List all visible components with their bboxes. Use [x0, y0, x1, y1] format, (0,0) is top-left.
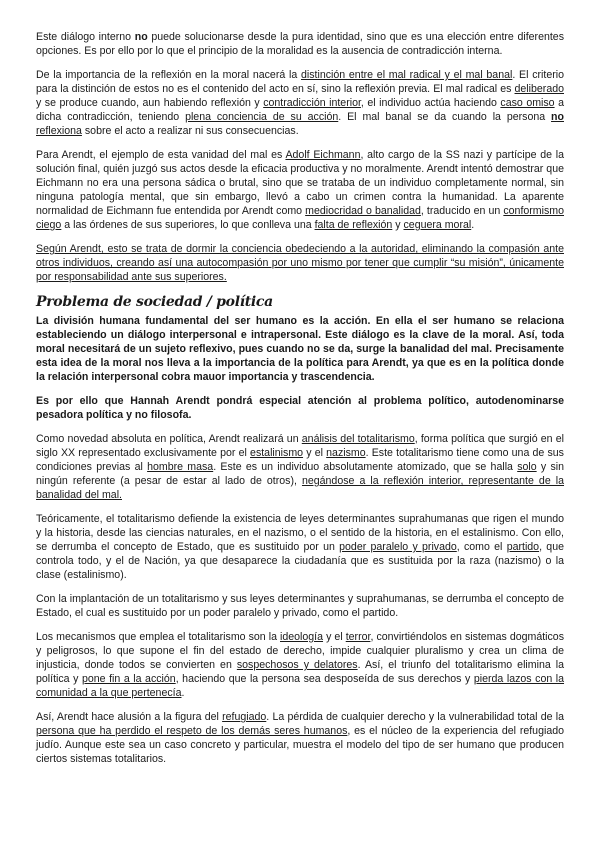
paragraph — [36, 68, 564, 138]
paragraph — [36, 314, 564, 384]
text-run: , como el — [456, 541, 507, 553]
text-run: y el — [323, 631, 346, 643]
paragraph — [36, 592, 564, 620]
text-run: , alto cargo de la SS nazi y partícipe de la solución final, quién juzgó sus actos desde la eficacia productiva y no moralmente. Arendt intentó demostrar que Eichmann no era una persona sádica o brutal, sino que se trataba de un individuo completamente normal, sin ninguna patología mental, que sin embargo, llevó a cabo un crimen contra la humanidad. La aparente normalidad de Eichmann fue entendida por Arendt como — [36, 149, 564, 217]
underlined-text: persona que ha perdido el respeto de los demás seres humanos — [36, 725, 348, 737]
text-run: Con la implantación de un totalitarismo y sus leyes determinantes y suprahumanas, se derrumba el concepto de Estado, el cual es sustituido por un poder paralelo y privado, como el partido. — [36, 593, 564, 619]
underlined-text: contradicción interior — [263, 97, 361, 109]
text-run: y sin ningún referente (a pesar de estar al lado de otros), — [36, 461, 564, 487]
text-run: Teóricamente, el totalitarismo defiende la existencia de leyes determinantes suprahumanas que rigen el mundo y la historia, desde las ciencias naturales, en el nazismo, o el sentido de la historia, en el estalinismo. Con ello, se derrumba el concepto de Estado, que es sustituido por un — [36, 513, 564, 553]
text-run: a dicha contradicción, teniendo — [36, 97, 564, 123]
text-run: De la importancia de la reflexión en la moral nacerá la — [36, 69, 301, 81]
text-run: Es por ello que Hannah Arendt pondrá especial atención al problema político, autodenominarse pesadora política y no filosofa. — [36, 395, 564, 421]
text-run: Para Arendt, el ejemplo de esta vanidad del mal es — [36, 149, 286, 161]
text-run: La división humana fundamental del ser humano es la acción. En ella el ser humano se relaciona estableciendo un diálogo interpersonal e intrapersonal. Este diálogo es la clave de la moral. Así, toda moral necesitará de un sujeto reflexivo, pues cuando no se da, surge la banalidad del mal. Precisamente esta idea de la moral nos lleva a la importancia de la política para Arendt, ya que es en la política donde la relación interpersonal cobra mauor importancia y trascendencia. — [36, 315, 564, 383]
underlined-text: refugiado — [222, 711, 267, 723]
text-run: , el individuo actúa haciendo — [360, 97, 501, 109]
text-run: y — [392, 219, 404, 231]
underlined-text: mediocridad o banalidad — [305, 205, 421, 217]
paragraph — [36, 710, 564, 766]
text-run: . La pérdida de cualquier derecho y la vulnerabilidad total de la — [266, 711, 565, 723]
underlined-text: negándose a la reflexión interior, representante de la banalidad del mal. — [36, 475, 565, 501]
text-run: . — [181, 687, 185, 699]
text-run: a las órdenes de sus superiores, lo que conlleva una — [61, 219, 315, 231]
text-run: , convirtiéndolos en sistemas dogmáticos y peligrosos, lo que supone el fin del estado de derecho, impide cualquier pluralismo y crea un clima de injusticia, donde todos se convierten en — [36, 631, 564, 671]
section-politica — [36, 314, 564, 766]
underlined-text: pone fin a la acción — [81, 673, 176, 685]
underlined-text: ceguera moral — [403, 219, 472, 231]
underlined-text: caso omiso — [500, 97, 555, 109]
text-run: . El mal banal se da cuando la persona — [338, 111, 552, 123]
text-run: , forma política que surgió en el siglo XX representado exclusivamente por el — [36, 433, 564, 459]
text-run: y el — [303, 447, 327, 459]
underlined-text: Según Arendt, esto se trata de dormir la conciencia obedeciendo a la autoridad, eliminando la compasión ante otros individuos, creando así una autocompasión por uno mismo por tener que cumplir “su misión”, únicamente por responsabilidad ante sus superiores. — [36, 243, 564, 283]
underlined-text: análisis del totalitarismo — [301, 433, 415, 445]
text-run: puede solucionarse desde la pura identidad, sino que es una elección entre diferentes opciones. Es por ello por lo que el principio de la moralidad es la ausencia de contradicción interna. — [36, 31, 564, 57]
underlined-text: ideología — [280, 631, 324, 643]
text-run: , haciendo que la persona sea desposeída de sus derechos y — [175, 673, 474, 685]
paragraph — [36, 242, 564, 284]
text-run: . — [471, 219, 475, 231]
text-run: , que controla todo, y el de Nación, ya que desaparece la ciudadanía que es sustituida por la raza (nazismo) o la clase (estalinismo). — [36, 541, 564, 581]
underlined-text: reflexiona — [36, 125, 82, 137]
underlined-text: conformismo ciego — [36, 205, 564, 231]
paragraph — [36, 432, 564, 502]
text-run: no — [134, 31, 148, 43]
text-run: Los mecanismos que emplea el totalitarismo son la — [36, 631, 281, 643]
underlined-text: falta de reflexión — [314, 219, 393, 231]
document-page — [36, 30, 564, 776]
underlined-text: poder paralelo y privado — [339, 541, 457, 553]
text-run: . Así, el triunfo del totalitarismo elimina la política y — [36, 659, 565, 685]
text-run: sobre el acto a realizar ni sus consecuencias. — [81, 125, 299, 137]
underlined-text: hombre masa — [147, 461, 214, 473]
text-run: Este diálogo interno — [36, 31, 135, 43]
text-run: Así, Arendt hace alusión a la figura del — [36, 711, 223, 723]
paragraph — [36, 30, 564, 58]
underlined-text: solo — [517, 461, 537, 473]
underlined-text: estalinismo — [250, 447, 304, 459]
section-moral — [36, 30, 564, 284]
text-run: y se produce cuando, aun habiendo reflexión y — [36, 97, 264, 109]
text-run: Como novedad absoluta en política, Arendt realizará un — [36, 433, 302, 445]
paragraph — [36, 394, 564, 422]
underlined-text: plena conciencia de su acción — [185, 111, 339, 123]
text-run: . Este es un individuo absolutamente atomizado, que se halla — [213, 461, 518, 473]
underlined-text: no — [551, 111, 564, 123]
underlined-text: distinción entre el mal radical y el mal banal — [301, 69, 513, 81]
text-run: . El criterio para la distinción de estos no es el contenido del acto en sí, sino la reflexión previa. El mal radical es — [36, 69, 564, 95]
underlined-text: Adolf Eichmann — [285, 149, 361, 161]
text-run: , traducido en un — [420, 205, 504, 217]
text-run: . Este totalitarismo tiene como una de sus condiciones previas al — [36, 447, 564, 473]
text-run: , es el núcleo de la experiencia del refugiado judío. Aunque este sea un caso concreto y particular, muestra el modelo del tipo de ser humano que producen ciertos sistemas totalitarios. — [36, 725, 564, 765]
underlined-text: deliberado — [514, 83, 564, 95]
section-heading: Problema de sociedad / política — [36, 294, 273, 310]
paragraph — [36, 148, 564, 232]
underlined-text: sospechosos y delatores — [236, 659, 358, 671]
paragraph — [36, 630, 564, 700]
underlined-text: pierda lazos con la comunidad a la que pertenecía — [36, 673, 565, 699]
underlined-text: terror — [345, 631, 371, 643]
paragraph — [36, 512, 564, 582]
underlined-text: partido — [506, 541, 540, 553]
underlined-text: nazismo — [326, 447, 366, 459]
